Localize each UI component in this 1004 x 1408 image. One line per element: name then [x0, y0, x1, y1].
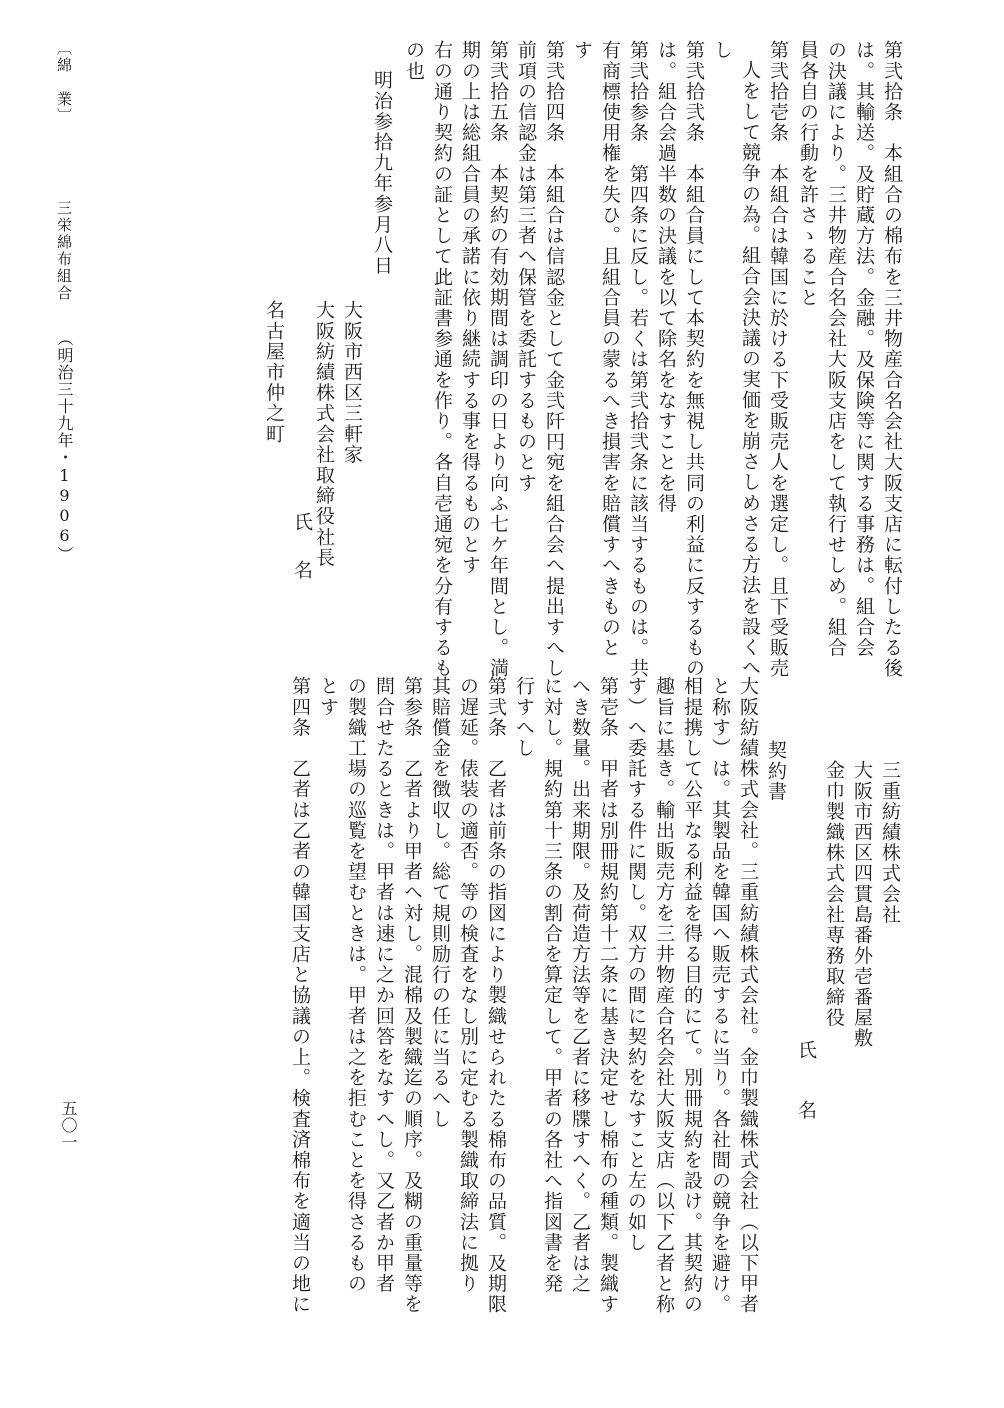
bottom-line-13: 第参条 乙者より甲者へ対し。混棉及製織迄の順序。及糊の重量等を [401, 676, 423, 1315]
bottom-line-11: の遅延。俵装の適否。等の検査をなし別に定むる製織取締法に拠り [457, 676, 479, 1294]
top-line-11: 有商標使用権を失ひ。且組合員の蒙るへき損害を賠償すへきものと [599, 40, 621, 658]
footer-source: 三栄綿布組合 [55, 200, 73, 302]
bottom-line-8: に対し。規約第十三条の割合を算定して。甲者の各社へ指図書を発 [541, 676, 563, 1294]
top-line-5: 第弐拾壱条 本組合は韓国に於ける下受販売人を選定し。且下受販売 [767, 40, 789, 679]
bottom-line-7: へき数量。出来期限。及荷造方法等を乙者に移牒すへく。乙者は之 [569, 676, 591, 1294]
top-line-1: 第弐拾条 本組合の棉布を三井物産合名会社大阪支店に転付したる後 [881, 40, 903, 679]
bottom-line-17: 第四条 乙者は乙者の韓国支店と協議の上。検査済棉布を適当の地に [289, 676, 311, 1315]
top-line-8: 第弐拾弐条 本組合員にして本契約を無視し共同の利益に反するもの [683, 40, 705, 679]
sig-shi: 氏 [795, 1040, 817, 1061]
top-line-16: 期の上は総組合員の承諾に依り継続する事を得るものとす [459, 40, 481, 576]
bottom-line-1: 大阪紡績株式会社。三重紡績株式会社。金巾製織株式会社（以下甲者 [737, 676, 759, 1315]
top-line-2: は。其輸送。及貯蔵方法。金融。及保険等に関する事務は。組合会 [853, 40, 875, 658]
signer2-address: 名古屋市仲之町 [263, 300, 285, 445]
bottom-line-6: 第壱条 甲者は別冊規約第十二条に基き決定せし棉布の種類。製織す [597, 676, 619, 1315]
signer-mei: 名 [291, 560, 313, 581]
bottom-line-2: と称す）は。其製品を韓国へ販売するに当り。各社間の競争を避け。 [709, 676, 731, 1315]
bottom-line-3: 相提携して公平なる利益を得る目的にて。別冊規約を設け。其契約の [681, 676, 703, 1315]
top-line-9: は。組合会過半数の決議を以て除名をなすことを得 [655, 40, 677, 514]
top-line-15: 第弐拾五条 本契約の有効期間は調印の日より向ふ七ケ年間とし。満 [487, 40, 509, 679]
page-number: 五〇一 [59, 1100, 78, 1151]
bottom-line-12: 其賠償金を徴収し。総て規則励行の任に当るへし [429, 676, 451, 1130]
bottom-line-4: 趣旨に基き。輸出販売方を三井物産合名会社大阪支店（以下乙者と称 [653, 676, 675, 1315]
sig-company: 三重紡績株式会社 [879, 760, 901, 925]
sig-title: 金巾製織株式会社専務取締役 [823, 760, 845, 1028]
top-line-12: す [571, 40, 593, 61]
bottom-line-5: す）へ委託する件に関し。双方の間に契約をなすこと左の如し [625, 676, 647, 1253]
top-line-7: し [711, 40, 733, 61]
top-line-17: 右の通り契約の証として此証書参通を作り。各自壱通宛を分有するも [431, 40, 453, 679]
top-line-13: 第弐拾四条 本組合は信認金として金弐阡円宛を組合会へ提出すへし [543, 40, 565, 679]
signer-address: 大阪市西区三軒家 [341, 300, 363, 465]
sig-address: 大阪市西区四貫島番外壱番屋敷 [851, 760, 873, 1049]
top-line-18: の也 [403, 40, 425, 82]
contract-title: 契約書 [765, 740, 787, 802]
top-line-6: 人をして競争の為。組合会決議の実価を崩さしめさる方法を設くへ [739, 60, 761, 678]
top-line-14: 前項の信認金は第三者へ保管を委託するものとす [515, 40, 537, 494]
bottom-line-9: 行すへし [513, 676, 535, 759]
top-line-3: の決議により。三井物産合名会社大阪支店をして執行せしめ。組合 [825, 40, 847, 658]
bottom-line-16: とす [317, 676, 339, 718]
sig-mei: 名 [795, 1100, 817, 1121]
top-line-10: 第弐拾参条 第四条に反し。若くは第弐拾弐条に該当するものは。共 [627, 40, 649, 679]
signer-title: 大阪紡績株式会社取締役社長 [313, 300, 335, 568]
footer-era-year: （明治三十九年・1906） [55, 330, 74, 563]
footer-category: 〔綿 業〕 [55, 40, 73, 125]
signer-shi: 氏 [291, 512, 313, 533]
bottom-line-15: の製織工場の巡覧を望むときは。甲者は之を拒むことを得さるもの [345, 676, 367, 1294]
bottom-line-14: 問合せたるときは。甲者は速に之か回答をなすへし。又乙者か甲者 [373, 676, 395, 1294]
top-line-4: 員各自の行動を許さゝること [797, 40, 819, 308]
bottom-line-10: 第弐条 乙者は前条の指図により製織せられたる棉布の品質。及期限 [485, 676, 507, 1315]
document-date: 明治参拾九年参月八日 [371, 70, 393, 276]
